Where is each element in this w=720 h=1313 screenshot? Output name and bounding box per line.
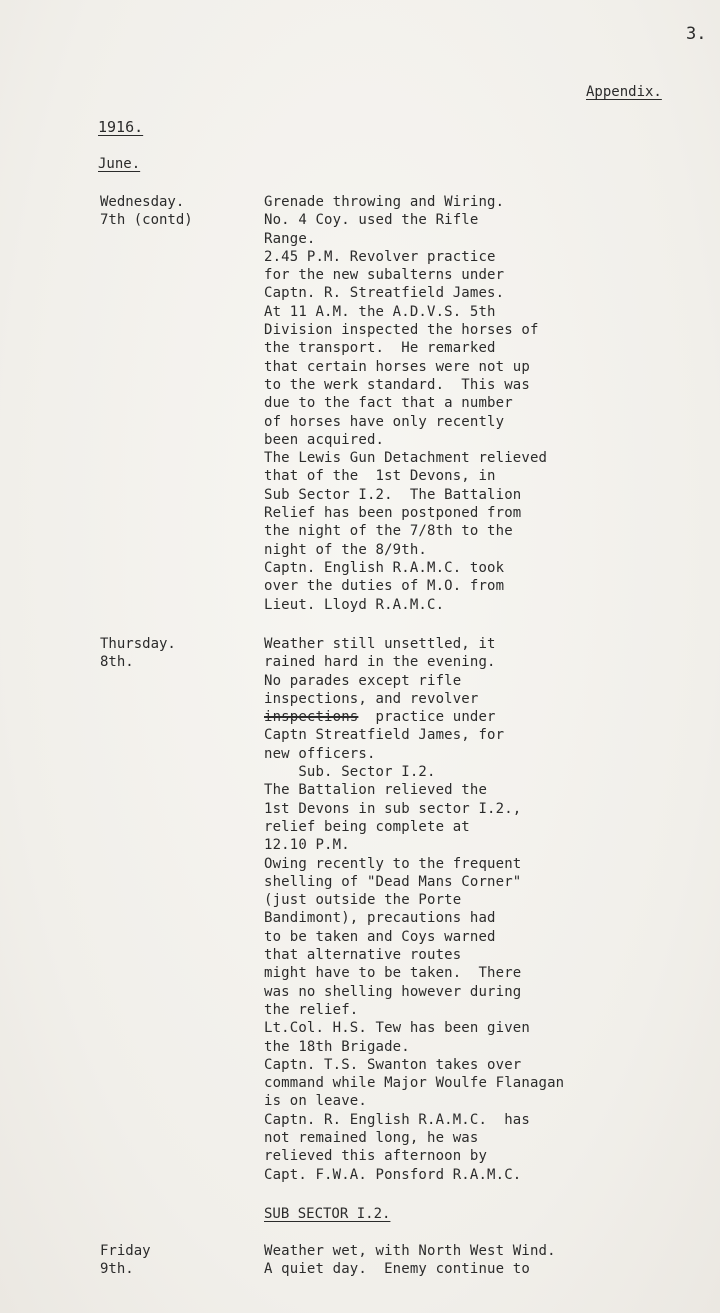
month-heading: June.: [98, 156, 141, 172]
sub-sector-heading: SUB SECTOR I.2.: [264, 1206, 391, 1222]
entry-wednesday: [264, 193, 547, 614]
entry-line: The Lewis Gun Detachment relieved: [264, 450, 548, 467]
entry-line: Captn. English R.A.M.C. took: [264, 559, 505, 576]
entry-line: rained hard in the evening.: [264, 654, 496, 671]
entry-line: 1st Devons in sub sector I.2.,: [264, 800, 522, 817]
entry-line: No. 4 Coy. used the Rifle: [264, 212, 479, 229]
entry-line: been acquired.: [264, 431, 385, 448]
entry-line: Weather still unsettled, it: [264, 636, 496, 652]
entry-line: Bandimont), precautions had: [264, 910, 496, 927]
entry-line: Captn. T.S. Swanton takes over: [264, 1056, 522, 1073]
entry-line: of horses have only recently: [264, 413, 505, 430]
day-date: 9th.: [100, 1261, 134, 1278]
entry-line: 12.10 P.M.: [264, 837, 350, 854]
line-remainder: practice under: [358, 709, 496, 726]
entry-line: Relief has been postponed from: [264, 505, 522, 522]
entry-line: Owing recently to the frequent: [264, 855, 522, 872]
entry-line: relief being complete at: [264, 818, 470, 835]
entry-line: Range.: [264, 230, 316, 247]
struck-word: inspections: [264, 709, 359, 726]
entry-line: the transport. He remarked: [264, 340, 496, 357]
entry-line: Captn Streatfield James, for: [264, 727, 505, 744]
day-name: Friday: [100, 1243, 151, 1259]
entry-line: Sub. Sector I.2.: [264, 764, 436, 781]
day-label-friday: [100, 1242, 151, 1279]
entry-line: relieved this afternoon by: [264, 1148, 488, 1165]
entry-thursday: [264, 635, 564, 1184]
entry-line: the 18th Brigade.: [264, 1038, 410, 1055]
day-name: Wednesday.: [100, 194, 185, 210]
entry-line: Capt. F.W.A. Ponsford R.A.M.C.: [264, 1166, 522, 1183]
entry-line: At 11 A.M. the A.D.V.S. 5th: [264, 303, 496, 320]
entry-line: Weather wet, with North West Wind.: [264, 1243, 556, 1259]
day-name: Thursday.: [100, 636, 176, 652]
entry-line: Captn. R. Streatfield James.: [264, 285, 505, 302]
entry-line: that of the 1st Devons, in: [264, 468, 496, 485]
entry-line: is on leave.: [264, 1093, 367, 1110]
entry-line: was no shelling however during: [264, 983, 522, 1000]
entry-line: A quiet day. Enemy continue to: [264, 1261, 530, 1278]
entry-line: to be taken and Coys warned: [264, 928, 496, 945]
entry-line: that certain horses were not up: [264, 358, 530, 375]
entry-line: to the werk standard. This was: [264, 376, 530, 393]
entry-friday: [264, 1242, 556, 1279]
day-label-wednesday: [100, 193, 193, 230]
entry-line: the relief.: [264, 1001, 359, 1018]
entry-line: new officers.: [264, 745, 376, 762]
appendix-heading: Appendix.: [586, 84, 662, 100]
entry-line: not remained long, he was: [264, 1130, 479, 1147]
entry-line: (just outside the Porte: [264, 892, 462, 909]
entry-line: over the duties of M.O. from: [264, 578, 505, 595]
entry-line: Captn. R. English R.A.M.C. has: [264, 1111, 530, 1128]
entry-line: Grenade throwing and Wiring.: [264, 194, 505, 210]
entry-line: the night of the 7/8th to the: [264, 523, 513, 540]
entry-line: No parades except rifle: [264, 672, 462, 689]
entry-line: night of the 8/9th.: [264, 541, 427, 558]
page-number: 3.: [686, 24, 707, 44]
entry-line: Sub Sector I.2. The Battalion: [264, 486, 522, 503]
entry-line: Lieut. Lloyd R.A.M.C.: [264, 596, 445, 613]
entry-line: Lt.Col. H.S. Tew has been given: [264, 1020, 530, 1037]
year-heading: 1916.: [98, 118, 144, 136]
entry-line: 2.45 P.M. Revolver practice: [264, 248, 496, 265]
entry-line-struck: [264, 708, 564, 726]
entry-line: The Battalion relieved the: [264, 782, 488, 799]
entry-line: inspections, and revolver: [264, 690, 479, 707]
entry-line: shelling of "Dead Mans Corner": [264, 873, 522, 890]
entry-line: that alternative routes: [264, 947, 462, 964]
day-date: 8th.: [100, 654, 134, 671]
entry-line: due to the fact that a number: [264, 395, 513, 412]
entry-line: command while Major Woulfe Flanagan: [264, 1075, 565, 1092]
entry-line: Division inspected the horses of: [264, 322, 539, 339]
entry-line: might have to be taken. There: [264, 965, 522, 982]
entry-line: for the new subalterns under: [264, 267, 505, 284]
day-date: 7th (contd): [100, 212, 193, 229]
day-label-thursday: [100, 635, 176, 672]
